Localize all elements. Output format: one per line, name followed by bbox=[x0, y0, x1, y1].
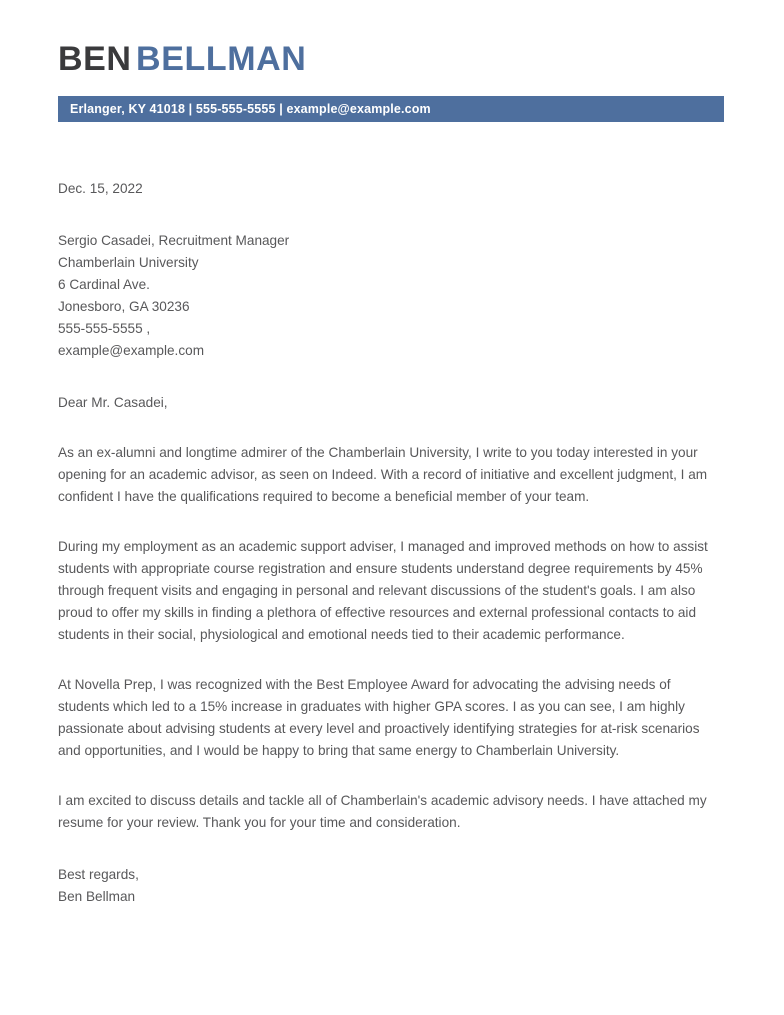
letter-body bbox=[58, 178, 724, 908]
closing-phrase: Best regards, bbox=[58, 867, 139, 883]
recipient-email: example@example.com bbox=[58, 343, 205, 359]
closing-block bbox=[58, 864, 724, 908]
salutation: Dear Mr. Casadei, bbox=[58, 395, 168, 411]
recipient-name-title: Sergio Casadei, Recruitment Manager bbox=[58, 233, 290, 249]
letter-date: Dec. 15, 2022 bbox=[58, 181, 143, 196]
letter-paragraph-2: During my employment as an academic support adviser, I managed and improved methods on how to assist students with appropriate course registration and ensure students understand degree requirements by 45% through frequent visits and engaging in personal and relevant discussions of the student's goals. I am also proud to offer my skills in finding a plethora of effective resources and external professional contacts to aid students in their social, physiological and emotional needs tied to their academic performance. bbox=[58, 539, 708, 643]
letterhead-name bbox=[58, 0, 724, 76]
letter-paragraph-3: At Novella Prep, I was recognized with the Best Employee Award for advocating the advising needs of students which led to a 15% increase in graduates with higher GPA scores. I as you can see, I am highly passionate about advising students at every level and proactively identifying strategies for at-risk scenarios and opportunities, and I would be happy to bring that same energy to Chamberlain University. bbox=[58, 677, 700, 759]
contact-bar bbox=[58, 96, 724, 122]
letter-content-column bbox=[58, 0, 724, 908]
recipient-phone: 555-555-5555 , bbox=[58, 321, 151, 337]
first-name-text: BEN bbox=[58, 40, 132, 78]
recipient-city-state-zip: Jonesboro, GA 30236 bbox=[58, 299, 190, 315]
contact-line-text: Erlanger, KY 41018 | 555-555-5555 | example@example.com bbox=[70, 102, 431, 116]
letter-paragraph-1: As an ex-alumni and longtime admirer of the Chamberlain University, I write to you today interested in your opening for an academic advisor, as seen on Indeed. With a record of initiative and excellent judgment, I am confident I have the qualifications required to become a beneficial member of your team. bbox=[58, 445, 708, 505]
signature-name: Ben Bellman bbox=[58, 889, 136, 905]
recipient-organization: Chamberlain University bbox=[58, 255, 199, 271]
letter-paragraph-4: I am excited to discuss details and tackle all of Chamberlain's academic advisory needs. I have attached my resume for your review. Thank you for your time and consideration. bbox=[58, 793, 707, 831]
last-name-text: BELLMAN bbox=[136, 40, 307, 78]
recipient-street: 6 Cardinal Ave. bbox=[58, 277, 150, 293]
recipient-block bbox=[58, 230, 724, 362]
